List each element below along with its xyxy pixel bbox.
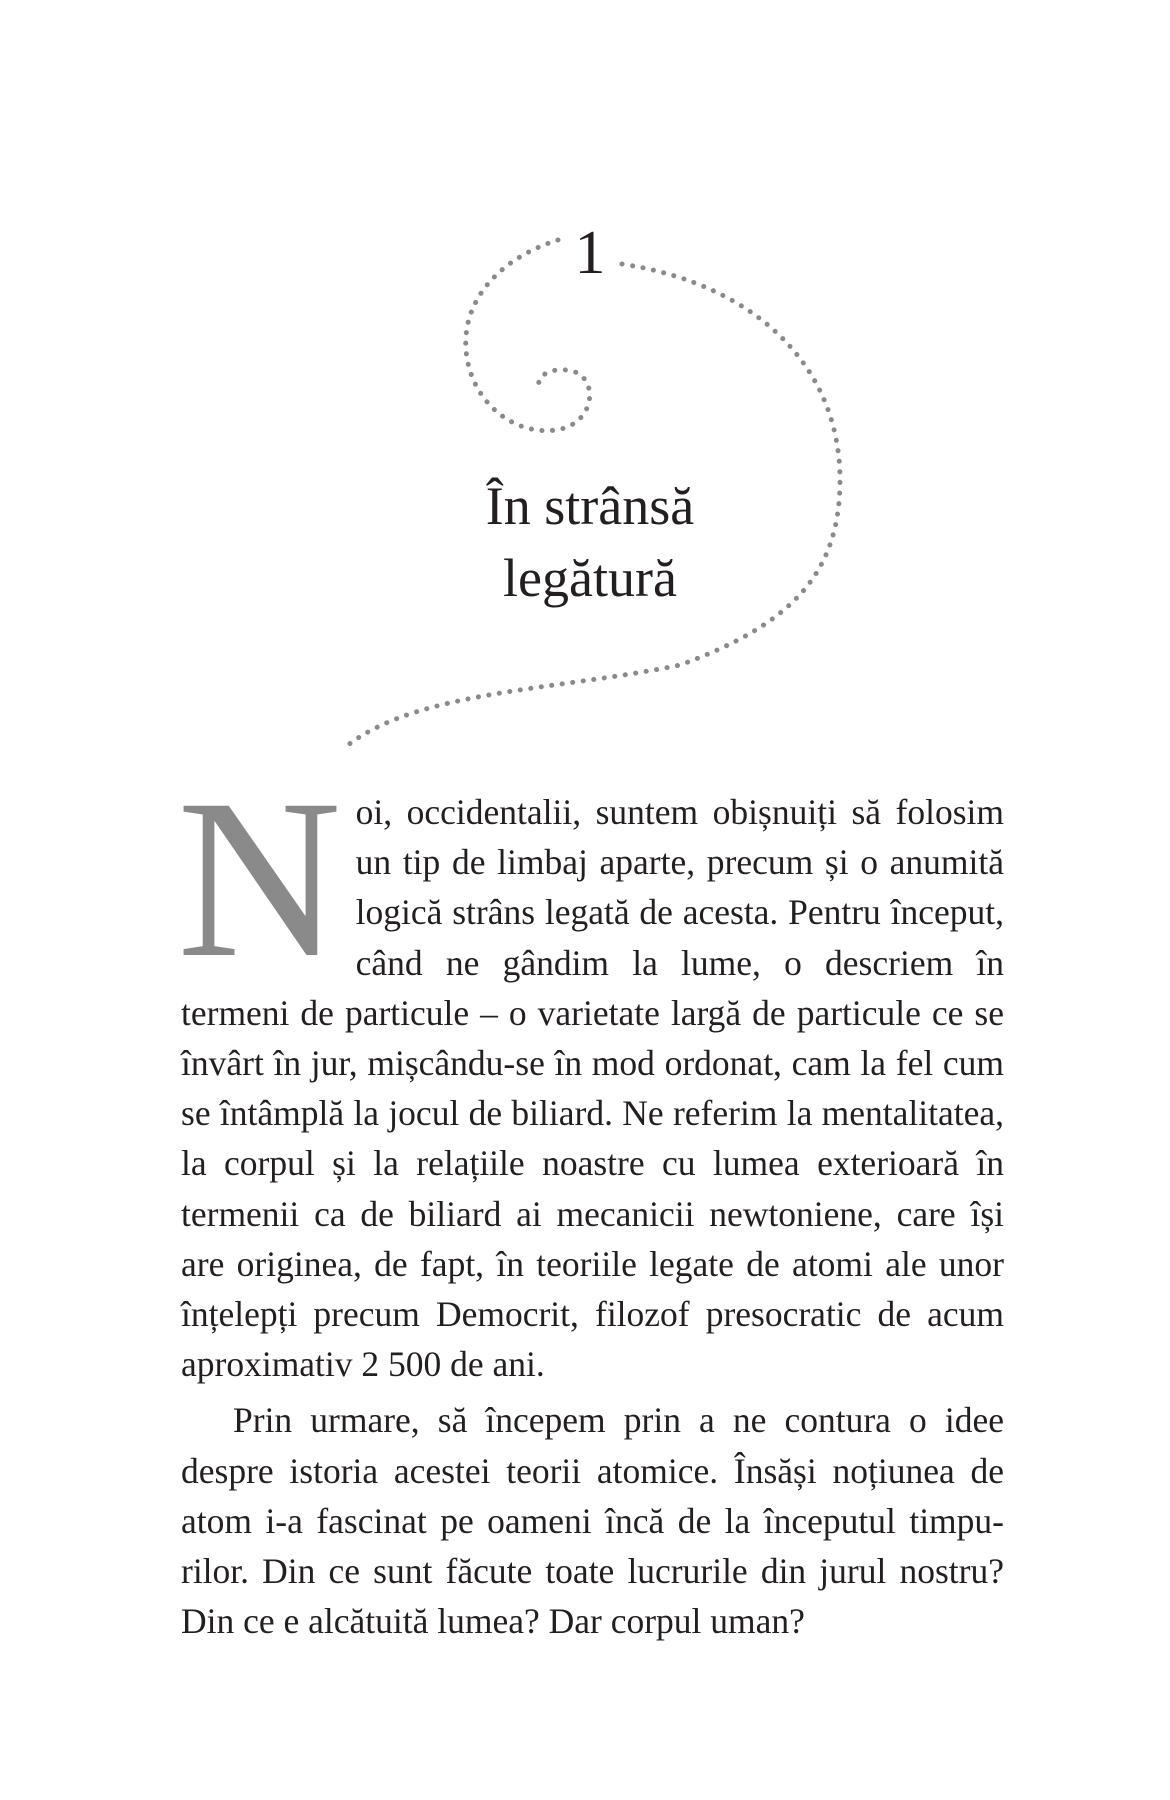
paragraph-2: Prin urmare, să începem prin a ne contura o idee despre istoria acestei teorii atomice. Însăși noțiunea de atom i-a fascinat pe oameni încă de la începutul timpurilor. Din ce sunt făcute toate lucrurile din jurul nostru? Din ce e alcătuită lumea? Dar corpul uman?: [181, 1400, 1004, 1642]
drop-cap: N: [177, 753, 342, 1005]
paragraph-1-text: oi, occidentalii, suntem obișnuiți să folosim un tip de limbaj aparte, precum și o anumită logică strâns legată de acesta. Pentru început, când ne gândim la lume, o descriem în termeni de particule – o varietate largă de particule ce se învârt în jur, mișcându-se în mod ordonat, cam la fel cum se întâmplă la jocul de biliard. Ne referim la mentalitatea, la corpul și la relațiile noastre cu lumea exterioară în termenii ca de biliard ai mecanicii newtoniene, care își are originea, de fapt, în teoriile legate de atomi ale unor înțelepți precum Democrit, filozof presocratic de acum aproximativ 2 500 de ani.: [181, 792, 1004, 1385]
chapter-title: În strânsă legătură: [485, 476, 695, 608]
chapter-body: [177, 753, 1004, 1646]
paragraph-1: [177, 753, 1004, 1389]
chapter-number: 1: [574, 219, 606, 287]
